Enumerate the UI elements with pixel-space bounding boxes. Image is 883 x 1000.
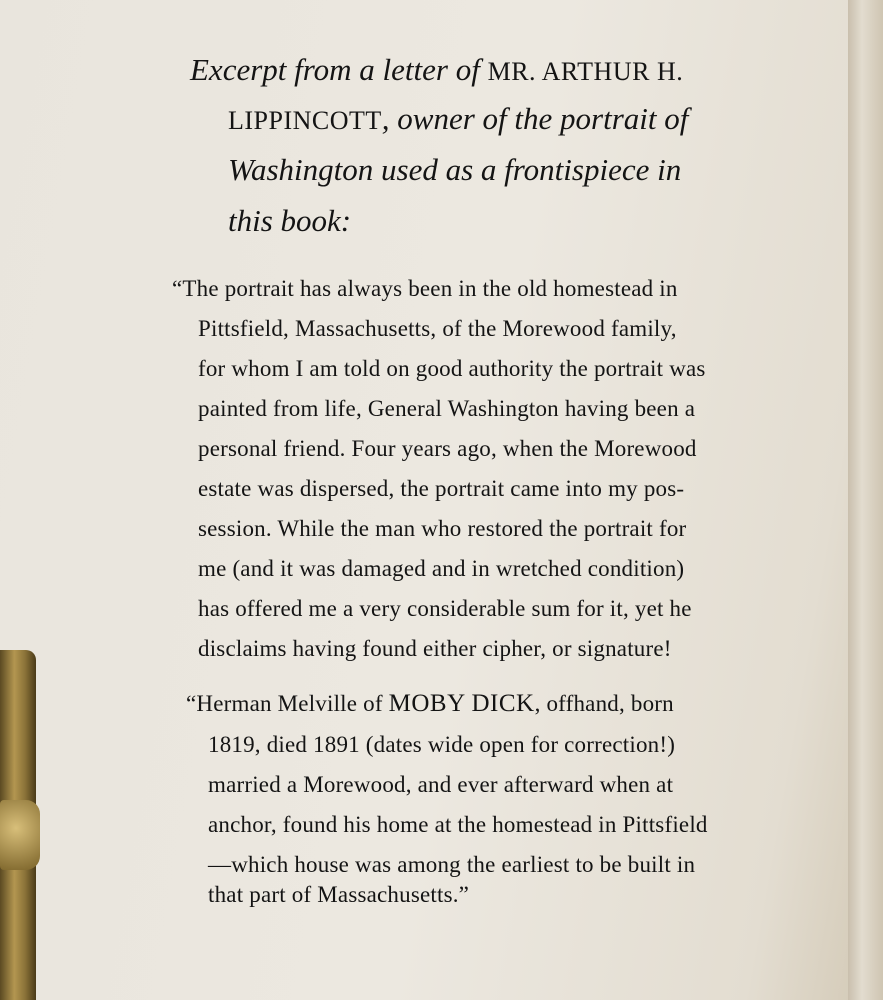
- paragraph-2-line: anchor, found his home at the homestead in Pittsfield: [208, 812, 708, 837]
- paragraph-1-line: me (and it was damaged and in wretched condition): [198, 556, 685, 581]
- paragraph-1-line: “The portrait has always been in the old homestead in: [172, 276, 678, 301]
- heading-intro: Excerpt from a letter of: [190, 52, 488, 87]
- paragraph-2-line: 1819, died 1891 (dates wide open for correction!): [208, 732, 676, 757]
- heading-text: Washington used as a frontispiece in: [228, 152, 682, 187]
- paragraph-1-line: personal friend. Four years ago, when the Morewood: [198, 436, 697, 461]
- paragraph-2-line: [186, 690, 674, 718]
- book-title: MOBY DICK: [388, 690, 535, 717]
- heading-line-1: [190, 52, 683, 88]
- paragraph-1-line: session. While the man who restored the portrait for: [198, 516, 687, 541]
- paragraph-1-line: has offered me a very considerable sum for it, yet he: [198, 596, 692, 621]
- paragraph-1-line: disclaims having found either cipher, or signature!: [198, 636, 672, 661]
- heading-line-4: [228, 203, 351, 239]
- paragraph-2-line: married a Morewood, and ever afterward when at: [208, 772, 674, 797]
- paragraph-2-text: “Herman Melville of: [186, 691, 389, 716]
- heading-name: MR. ARTHUR H.: [487, 57, 684, 86]
- paragraph-1-line: painted from life, General Washington having been a: [198, 396, 696, 421]
- heading-line-2: [228, 101, 688, 137]
- heading-owner: , owner of the portrait of: [381, 101, 689, 136]
- heading-line-3: [228, 152, 681, 188]
- heading-surname: LIPPINCOTT: [228, 106, 382, 135]
- paragraph-2-text: , offhand, born: [534, 691, 674, 716]
- paragraph-2-line: that part of Massachusetts.”: [208, 882, 470, 907]
- paragraph-1-line: for whom I am told on good authority the portrait was: [198, 356, 706, 381]
- paragraph-1-line: Pittsfield, Massachusetts, of the Morewood family,: [198, 316, 677, 341]
- page-edge: [848, 0, 883, 1000]
- paragraph-2-line: —which house was among the earliest to be built in: [208, 852, 696, 877]
- paragraph-1-line: estate was dispersed, the portrait came into my pos-: [198, 476, 685, 501]
- heading-text: this book:: [228, 203, 352, 238]
